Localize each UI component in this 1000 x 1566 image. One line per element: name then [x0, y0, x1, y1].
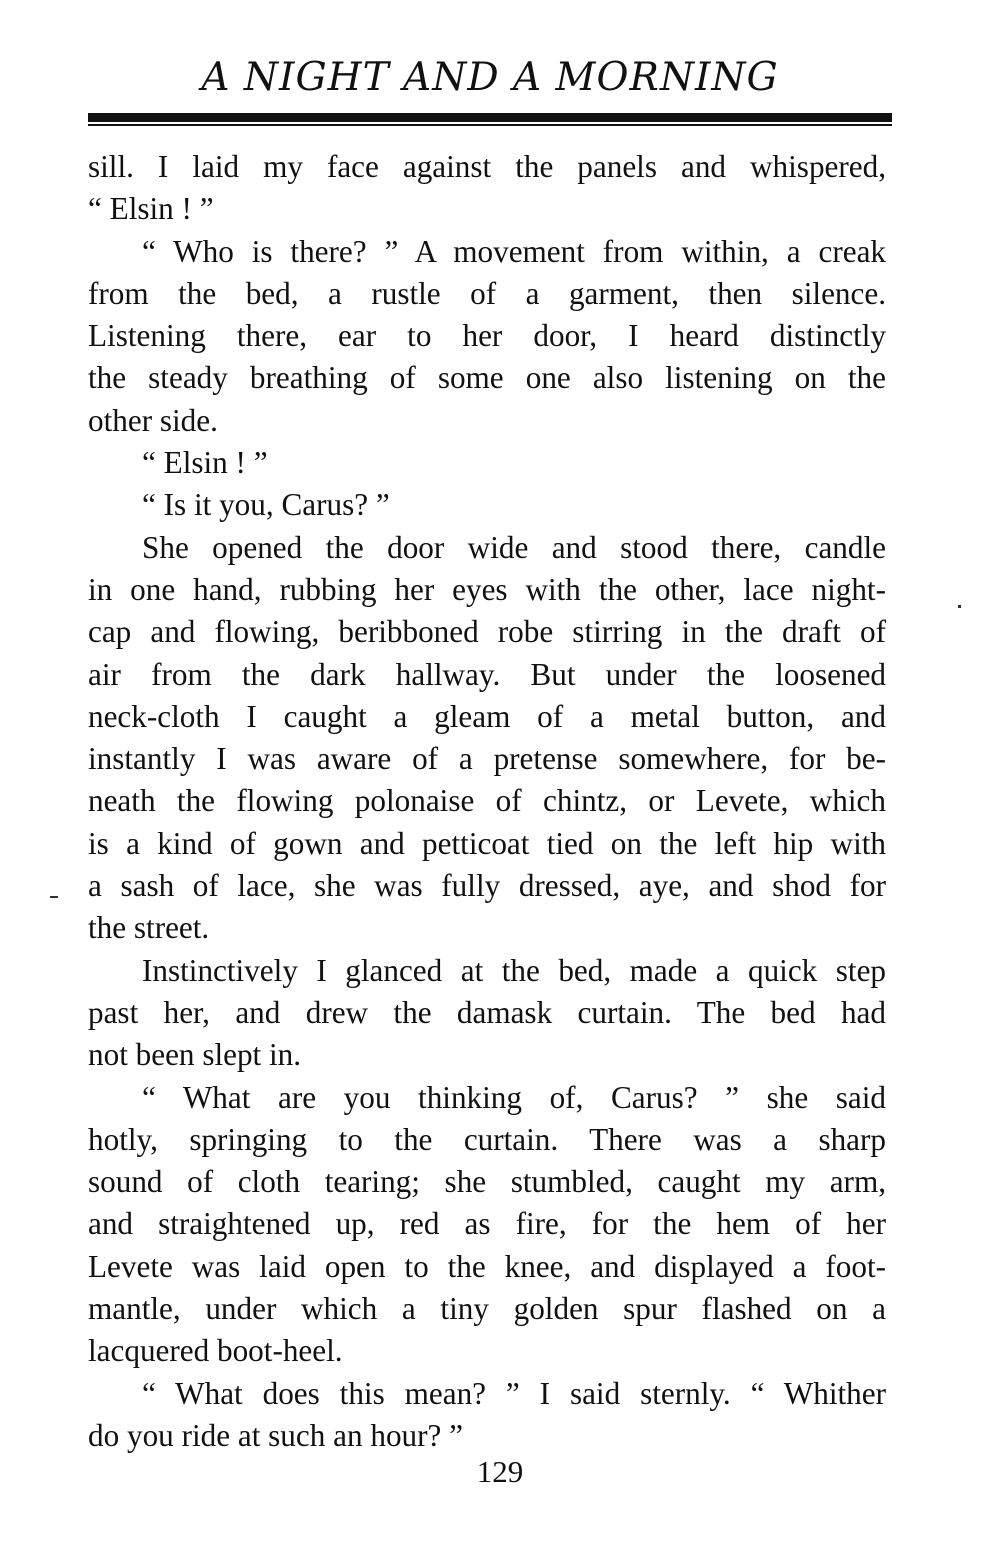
text-line: past her, and drew the damask curtain. The bed had	[88, 994, 886, 1030]
text-line: and straightened up, red as fire, for the hem of her	[88, 1206, 886, 1242]
header-rule-thin	[88, 124, 892, 126]
text-line: “ What does this mean? ” I said sternly. “ Whither	[142, 1375, 886, 1411]
text-line: cap and flowing, beribboned robe stirring in the draft of	[88, 614, 886, 650]
text-line: in one hand, rubbing her eyes with the other, lace night-	[88, 571, 886, 607]
text-line: Instinctively I glanced at the bed, made a quick step	[142, 952, 886, 988]
text-line: mantle, under which a tiny golden spur flashed on a	[88, 1291, 886, 1327]
text-line: sound of cloth tearing; she stumbled, caught my arm,	[88, 1164, 886, 1200]
text-line: Levete was laid open to the knee, and displayed a foot-	[88, 1248, 886, 1284]
text-line: not been slept in.	[88, 1037, 302, 1073]
text-line: Listening there, ear to her door, I heard distinctly	[88, 318, 886, 354]
page-body-text	[88, 146, 886, 1457]
text-line: neck-cloth I caught a gleam of a metal button, and	[88, 698, 886, 734]
text-line: neath the flowing polonaise of chintz, or Levete, which	[88, 783, 886, 819]
text-line: sill. I laid my face against the panels and whispered,	[88, 149, 886, 184]
text-line: “ Elsin ! ”	[142, 445, 268, 481]
running-title: A NIGHT AND A MORNING	[201, 55, 779, 100]
text-line: “ What are you thinking of, Carus? ” she said	[142, 1079, 886, 1115]
text-line: air from the dark hallway. But under the loosened	[88, 656, 886, 692]
text-line: other side.	[88, 402, 218, 438]
text-line: “ Is it you, Carus? ”	[142, 487, 390, 523]
text-line: from the bed, a rustle of a garment, then silence.	[88, 275, 886, 311]
text-line: the steady breathing of some one also listening on the	[88, 360, 886, 396]
text-line: lacquered boot-heel.	[88, 1333, 343, 1369]
text-line: instantly I was aware of a pretense somewhere, for be-	[88, 741, 886, 777]
text-line: do you ride at such an hour? ”	[88, 1417, 463, 1453]
text-line: a sash of lace, she was fully dressed, aye, and shod for	[88, 868, 886, 904]
text-line: She opened the door wide and stood there, candle	[142, 529, 886, 565]
text-line: “ Who is there? ” A movement from within, a creak	[142, 233, 886, 269]
page-number: 129	[476, 1454, 524, 1489]
text-line: is a kind of gown and petticoat tied on the left hip with	[88, 825, 886, 861]
print-speck	[50, 896, 58, 898]
header-rule-thick	[88, 113, 892, 122]
text-line: “ Elsin ! ”	[88, 191, 214, 227]
text-line: hotly, springing to the curtain. There was a sharp	[88, 1121, 886, 1157]
text-line: the street.	[88, 910, 210, 946]
print-speck	[958, 605, 961, 608]
